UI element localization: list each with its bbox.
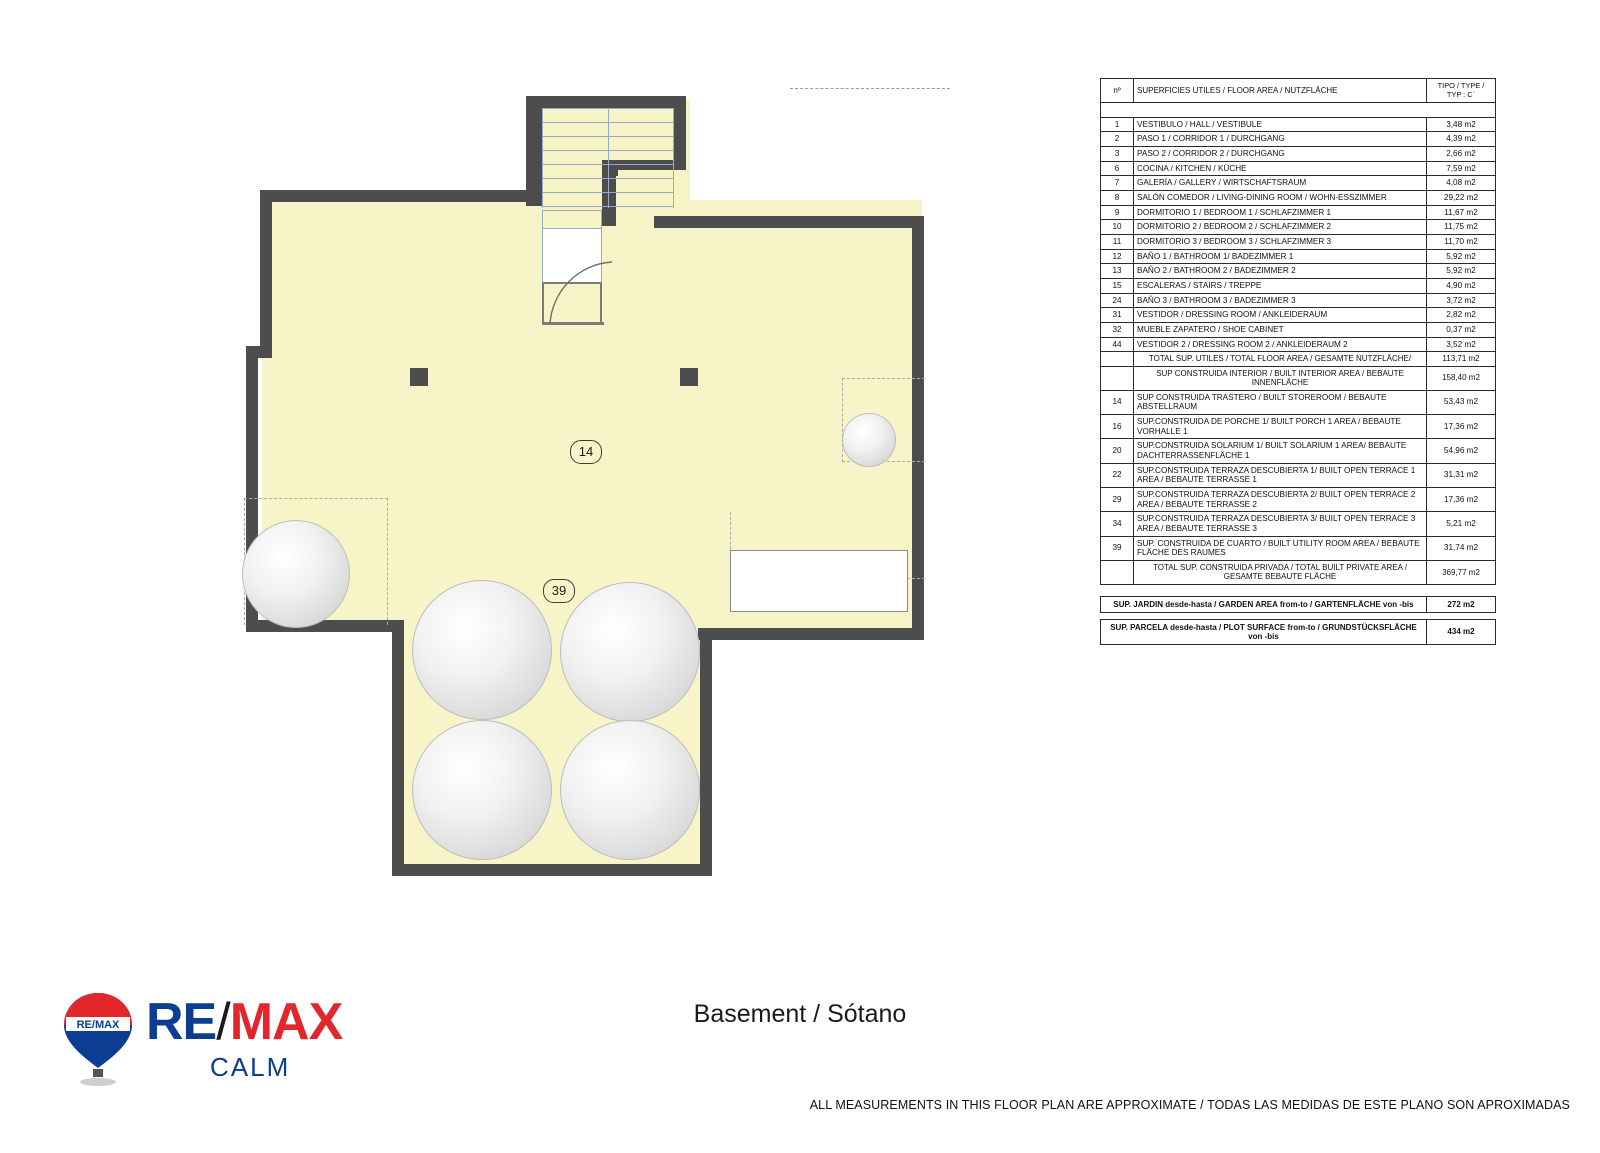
garden-area-label: SUP. JARDIN desde-hasta / GARDEN AREA from-to / GARTENFLÄCHE von -bis <box>1101 596 1427 612</box>
floor-plan-drawing <box>230 60 970 880</box>
row-number: 34 <box>1101 512 1134 536</box>
table-row <box>1101 308 1496 323</box>
tank-circle <box>560 720 700 860</box>
table-row <box>1101 146 1496 161</box>
plot-surface-table <box>1100 619 1496 645</box>
row-description: MUEBLE ZAPATERO / SHOE CABINET <box>1134 322 1427 337</box>
table-row <box>1101 512 1496 536</box>
wall-segment <box>392 864 712 876</box>
row-description: BAÑO 2 / BATHROOM 2 / BADEZIMMER 2 <box>1134 264 1427 279</box>
row-value: 2,82 m2 <box>1427 308 1496 323</box>
total-private-label: TOTAL SUP. CONSTRUIDA PRIVADA / TOTAL BUILT PRIVATE AREA / GESAMTE BEBAUTE FLÄCHE <box>1134 560 1427 584</box>
garden-area-value: 272 m2 <box>1427 596 1496 612</box>
table-row <box>1101 322 1496 337</box>
row-value: 5,92 m2 <box>1427 249 1496 264</box>
row-value: 4,90 m2 <box>1427 278 1496 293</box>
row-description: GALERÍA / GALLERY / WIRTSCHAFTSRAUM <box>1134 176 1427 191</box>
row-value: 2,66 m2 <box>1427 146 1496 161</box>
room-tag-39: 39 <box>543 579 575 603</box>
row-description: SUP.CONSTRUIDA TERRAZA DESCUBIERTA 2/ BUILT OPEN TERRACE 2 AREA / BEBAUTE TERRASSE 2 <box>1134 487 1427 511</box>
total-floor-area-label: TOTAL SUP. UTILES / TOTAL FLOOR AREA / GESAMTE NUTZFLÄCHE/ <box>1134 352 1427 366</box>
row-number: 12 <box>1101 249 1134 264</box>
table-row <box>1101 278 1496 293</box>
row-number: 1 <box>1101 117 1134 132</box>
door-swing-icon <box>548 256 614 326</box>
logo-max: MAX <box>229 993 343 1051</box>
row-number: 9 <box>1101 205 1134 220</box>
row-description: DORMITORIO 3 / BEDROOM 3 / SCHLAFZIMMER 3 <box>1134 234 1427 249</box>
row-value: 11,67 m2 <box>1427 205 1496 220</box>
table-row <box>1101 439 1496 463</box>
staircase <box>542 108 674 208</box>
header-number: nº <box>1101 79 1134 103</box>
plot-surface-value: 434 m2 <box>1427 619 1496 644</box>
tank-circle <box>412 720 552 860</box>
built-interior-value: 158,40 m2 <box>1427 366 1496 390</box>
row-value: 17,36 m2 <box>1427 414 1496 438</box>
table-row <box>1101 190 1496 205</box>
plot-surface-label: SUP. PARCELA desde-hasta / PLOT SURFACE from-to / GRUNDSTÜCKSFLÄCHE von -bis <box>1101 619 1427 644</box>
row-value: 3,52 m2 <box>1427 337 1496 352</box>
table-row <box>1101 176 1496 191</box>
tank-circle <box>412 580 552 720</box>
built-interior-row <box>1101 366 1496 390</box>
row-value: 11,70 m2 <box>1427 234 1496 249</box>
balloon-icon <box>60 990 136 1090</box>
garden-area-table <box>1100 596 1496 613</box>
row-number: 31 <box>1101 308 1134 323</box>
equipment-box <box>730 550 908 612</box>
row-value: 54,96 m2 <box>1427 439 1496 463</box>
dashed-guide <box>790 88 950 89</box>
row-number: 6 <box>1101 161 1134 176</box>
row-value: 7,59 m2 <box>1427 161 1496 176</box>
row-value: 31,74 m2 <box>1427 536 1496 560</box>
remax-logo <box>60 990 390 1095</box>
wall-line <box>542 282 544 324</box>
row-description: SUP.CONSTRUIDA TERRAZA DESCUBIERTA 1/ BUILT OPEN TERRACE 1 AREA / BEBAUTE TERRASSE 1 <box>1134 463 1427 487</box>
page-title: Basement / Sótano <box>693 1000 907 1028</box>
row-description: DORMITORIO 2 / BEDROOM 2 / SCHLAFZIMMER 2 <box>1134 220 1427 235</box>
row-value: 0,37 m2 <box>1427 322 1496 337</box>
wall-segment <box>260 190 532 202</box>
total-floor-area-value: 113,71 m2 <box>1427 352 1496 366</box>
room-tag-14: 14 <box>570 440 602 464</box>
row-description: BAÑO 1 / BATHROOM 1/ BADEZIMMER 1 <box>1134 249 1427 264</box>
row-description: PASO 1 / CORRIDOR 1 / DURCHGANG <box>1134 132 1427 147</box>
wall-segment <box>674 96 686 168</box>
row-description: PASO 2 / CORRIDOR 2 / DURCHGANG <box>1134 146 1427 161</box>
row-description: SALÓN COMEDOR / LIVING-DINING ROOM / WOHN-ESSZIMMER <box>1134 190 1427 205</box>
row-value: 3,72 m2 <box>1427 293 1496 308</box>
row-number: 8 <box>1101 190 1134 205</box>
row-number: 24 <box>1101 293 1134 308</box>
svg-text:RE/MAX: RE/MAX <box>76 1019 120 1031</box>
table-row <box>1101 487 1496 511</box>
wall-segment <box>698 628 924 640</box>
row-description: SUP.CONSTRUIDA TERRAZA DESCUBIERTA 3/ BUILT OPEN TERRACE 3 AREA / BEBAUTE TERRASSE 3 <box>1134 512 1427 536</box>
row-number: 39 <box>1101 536 1134 560</box>
pillar <box>680 368 698 386</box>
header-type: TIPO / TYPE / TYP : C` <box>1427 79 1496 103</box>
table-row <box>1101 234 1496 249</box>
row-value: 29,22 m2 <box>1427 190 1496 205</box>
area-schedule-table <box>1100 78 1496 645</box>
tank-circle <box>242 520 350 628</box>
table-row <box>1101 161 1496 176</box>
table-row <box>1101 463 1496 487</box>
row-number: 16 <box>1101 414 1134 438</box>
row-number: 11 <box>1101 234 1134 249</box>
table-row <box>1101 414 1496 438</box>
row-value: 17,36 m2 <box>1427 487 1496 511</box>
table-row <box>1101 220 1496 235</box>
table-row <box>1101 205 1496 220</box>
logo-re: RE <box>146 993 217 1051</box>
row-description: SUP CONSTRUIDA TRASTERO / BUILT STOREROOM / BEBAUTE ABSTELLRAUM <box>1134 390 1427 414</box>
row-value: 11,75 m2 <box>1427 220 1496 235</box>
row-description: ESCALERAS / STAIRS / TREPPE <box>1134 278 1427 293</box>
row-value: 3,48 m2 <box>1427 117 1496 132</box>
row-number: 14 <box>1101 390 1134 414</box>
logo-wordmark <box>146 993 343 1051</box>
wall-segment <box>686 216 924 228</box>
row-number: 32 <box>1101 322 1134 337</box>
row-number: 22 <box>1101 463 1134 487</box>
row-description: VESTIBULO / HALL / VESTIBULE <box>1134 117 1427 132</box>
row-number: 20 <box>1101 439 1134 463</box>
table-row <box>1101 390 1496 414</box>
table-header-row <box>1101 79 1496 103</box>
row-number: 13 <box>1101 264 1134 279</box>
wall-segment <box>260 190 272 352</box>
total-private-area-row <box>1101 560 1496 584</box>
table-row <box>1101 536 1496 560</box>
total-private-value: 369,77 m2 <box>1427 560 1496 584</box>
disclaimer-text: ALL MEASUREMENTS IN THIS FLOOR PLAN ARE APPROXIMATE / TODAS LAS MEDIDAS DE ESTE PLANO SON APROXIMADAS <box>809 1098 1570 1112</box>
row-description: SUP. CONSTRUIDA DE CUARTO / BUILT UTILITY ROOM AREA / BEBAUTE FLÄCHE DES RAUMES <box>1134 536 1427 560</box>
tank-circle <box>842 413 896 467</box>
row-value: 31,31 m2 <box>1427 463 1496 487</box>
row-description: COCINA / KITCHEN / KÜCHE <box>1134 161 1427 176</box>
wall-segment <box>526 96 686 108</box>
tank-circle <box>560 582 700 722</box>
row-description: DORMITORIO 1 / BEDROOM 1 / SCHLAFZIMMER 1 <box>1134 205 1427 220</box>
table-row <box>1101 264 1496 279</box>
built-interior-label: SUP CONSTRUIDA INTERIOR / BUILT INTERIOR AREA / BEBAUTE INNENFLÄCHE <box>1134 366 1427 390</box>
row-value: 53,43 m2 <box>1427 390 1496 414</box>
row-number: 7 <box>1101 176 1134 191</box>
row-value: 5,92 m2 <box>1427 264 1496 279</box>
wall-segment <box>700 628 712 876</box>
row-description: SUP.CONSTRUIDA DE PORCHE 1/ BUILT PORCH 1 AREA / BEBAUTE VORHALLE 1 <box>1134 414 1427 438</box>
table-row <box>1101 249 1496 264</box>
row-value: 4,08 m2 <box>1427 176 1496 191</box>
row-number: 29 <box>1101 487 1134 511</box>
plot-surface-row <box>1101 619 1496 644</box>
table-row <box>1101 117 1496 132</box>
table-row <box>1101 132 1496 147</box>
row-description: VESTIDOR 2 / DRESSING ROOM 2 / ANKLEIDERAUM 2 <box>1134 337 1427 352</box>
row-value: 4,39 m2 <box>1427 132 1496 147</box>
row-description: SUP.CONSTRUIDA SOLARIUM 1/ BUILT SOLARIUM 1 AREA/ BEBAUTE DACHTERRASSENFLÄCHE 1 <box>1134 439 1427 463</box>
pillar <box>410 368 428 386</box>
row-number: 2 <box>1101 132 1134 147</box>
row-number: 15 <box>1101 278 1134 293</box>
row-value: 5,21 m2 <box>1427 512 1496 536</box>
row-number: 10 <box>1101 220 1134 235</box>
total-floor-area-row <box>1101 352 1496 366</box>
garden-area-row <box>1101 596 1496 612</box>
logo-slash: / <box>216 993 230 1051</box>
row-description: BAÑO 3 / BATHROOM 3 / BADEZIMMER 3 <box>1134 293 1427 308</box>
row-number: 44 <box>1101 337 1134 352</box>
wall-segment <box>392 620 404 876</box>
logo-office-name: CALM <box>210 1052 291 1082</box>
table-row <box>1101 337 1496 352</box>
row-description: VESTIDOR / DRESSING ROOM / ANKLEIDERAUM <box>1134 308 1427 323</box>
header-description: SUPERFICIES UTILES / FLOOR AREA / NUTZFLÄCHE <box>1134 79 1427 103</box>
wall-segment <box>654 216 702 228</box>
table-row <box>1101 293 1496 308</box>
row-number: 3 <box>1101 146 1134 161</box>
